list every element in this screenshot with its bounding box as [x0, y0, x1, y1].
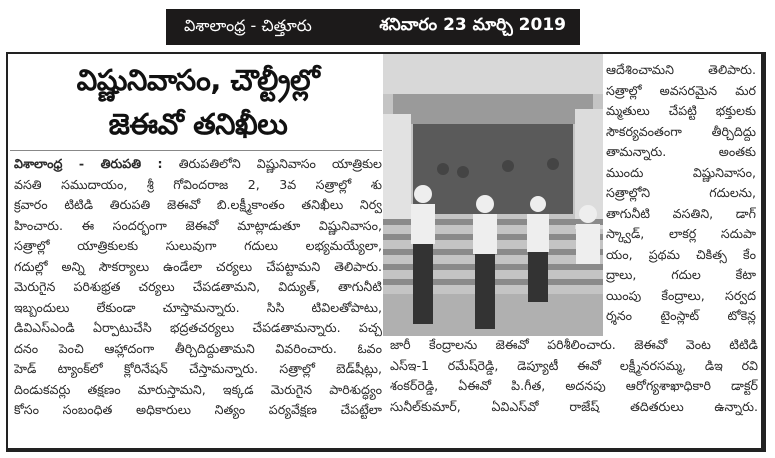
text-line: దిండుకవర్లు తక్షణం మారుస్తామని, ఇక్కడ మెరుగైన పారిశుద్ధ్యం: [14, 381, 382, 397]
text-line: తామన్నారు. అంతకు: [606, 144, 756, 159]
article-body-left-column: [14, 154, 382, 421]
headline-divider: [10, 150, 382, 151]
text-line: ద్రాలు, గదుల కేటా: [606, 267, 756, 282]
masthead: [166, 9, 580, 45]
text-line-content: తిరుపతిలోని విష్ణునివాసం యాత్రికుల: [178, 156, 382, 171]
text-line: డివిఎస్ఎండి ఏర్పాటుచేసి భద్రతచర్యలు చేపడతామన్నారు. పచ్చ: [14, 320, 382, 335]
headline-line-2: జెఈవో తనిఖీలు: [108, 107, 288, 141]
publication-date: శనివారం 23 మార్చి 2019: [379, 15, 566, 35]
article-body-right-column: [606, 60, 756, 327]
text-line: సౌకర్యవంతంగా తీర్చిదిద్దు: [606, 123, 756, 139]
text-line: జారీ కేంద్రాలను జెఈవో పరిశీలించారు. జెఈవో వెంట టిటిడి: [390, 337, 758, 352]
text-line: దనం పెంచి ఆహ్లాదంగా తీర్చిదిద్దుతామని వివరించారు. ఓవం: [14, 340, 382, 356]
text-line: ఆదేశించామని తెలిపారు.: [606, 62, 756, 77]
text-line: శంకర్‌రెడ్డి, ఏఈవో పి.గీత, అదనపు ఆరోగ్యశాఖాధికారి డాక్టర్: [390, 378, 758, 393]
text-line: కోసం సంబంధిత అధికారులు నిత్యం పర్యవేక్షణ చేపట్టేలా: [14, 402, 382, 417]
text-line: గదుల్లో అన్ని సౌకర్యాలు ఉండేలా చర్యలు చేపట్టామని తెలిపారు.: [14, 258, 382, 274]
text-line: సత్రాల్లో యాత్రికులకు సులువుగా గదులు లభ్యమయ్యేలా,: [14, 238, 382, 253]
text-line: ర్శనం టైంస్లాట్ టోకెన్ల: [606, 308, 756, 323]
headline-line-1: విష్ణునివాసం, చౌల్ట్రీల్లో: [76, 63, 320, 97]
text-line: సత్రాల్లోని గదులను,: [606, 185, 756, 200]
edition-label: విశాలాంధ్ర - చిత్తూరు: [184, 15, 312, 35]
text-line: ముందు విష్ణునివాసం,: [606, 164, 756, 180]
text-line: మ్మతులు చేపట్టి భక్తులకు: [606, 103, 756, 118]
text-line: వసతి సముదాయం, శ్రీ గోవిందరాజ 2, 3వ సత్రాల్లో శు: [14, 176, 382, 192]
article-photo: [383, 54, 603, 336]
text-line: హెడ్ ట్యాంక్‌లో క్లోరినేషన్ చేస్తామన్నారు. సత్రాల్లో బెడ్‌షీట్లు,: [14, 361, 382, 376]
article-headline: [14, 58, 382, 146]
text-line: సత్రాల్లో అవసరమైన మర: [606, 82, 756, 98]
text-line: [14, 154, 382, 175]
text-line: యం, ప్రథమ చికిత్స కేం: [606, 246, 756, 262]
text-line: యింపు కేంద్రాలు, సర్వద: [606, 287, 756, 303]
text-line: హించారు. ఈ సందర్భంగా జెఈవో మాట్లాడుతూ విష్ణునివాసం,: [14, 217, 382, 233]
text-line: తాగునీటి వసతిని, డాగ్: [606, 205, 756, 221]
text-line: క్రవారం టిటిడి తిరుపతి జెఈవో బి.లక్ష్మీకాంతం తనిఖీలు నిర్వ: [14, 197, 382, 212]
text-line: స్క్వాడ్, లాకర్ల సదుపా: [606, 226, 756, 241]
article-body-bottom: [390, 335, 758, 417]
text-line: ఎస్ఇ-1 రమేష్‌రెడ్డి, డెప్యూటీ ఈవో లక్ష్మీనరసమ్మ, డిఇ రవి: [390, 357, 758, 373]
text-line: సునీల్‌కుమార్, ఏవిఎస్‌వో రాజేష్ తదితరులు ఉన్నారు.: [390, 398, 758, 414]
dateline: విశాలాంధ్ర - తిరుపతి :: [14, 156, 163, 171]
text-line: మెరుగైన పరిశుభ్రత చర్యలు చేపడతామని, విద్యుత్, తాగునీటి: [14, 279, 382, 294]
text-line: ఇబ్బందులు లేకుండా చూస్తామన్నారు. సిసి టివిలతోపాటు,: [14, 299, 382, 315]
